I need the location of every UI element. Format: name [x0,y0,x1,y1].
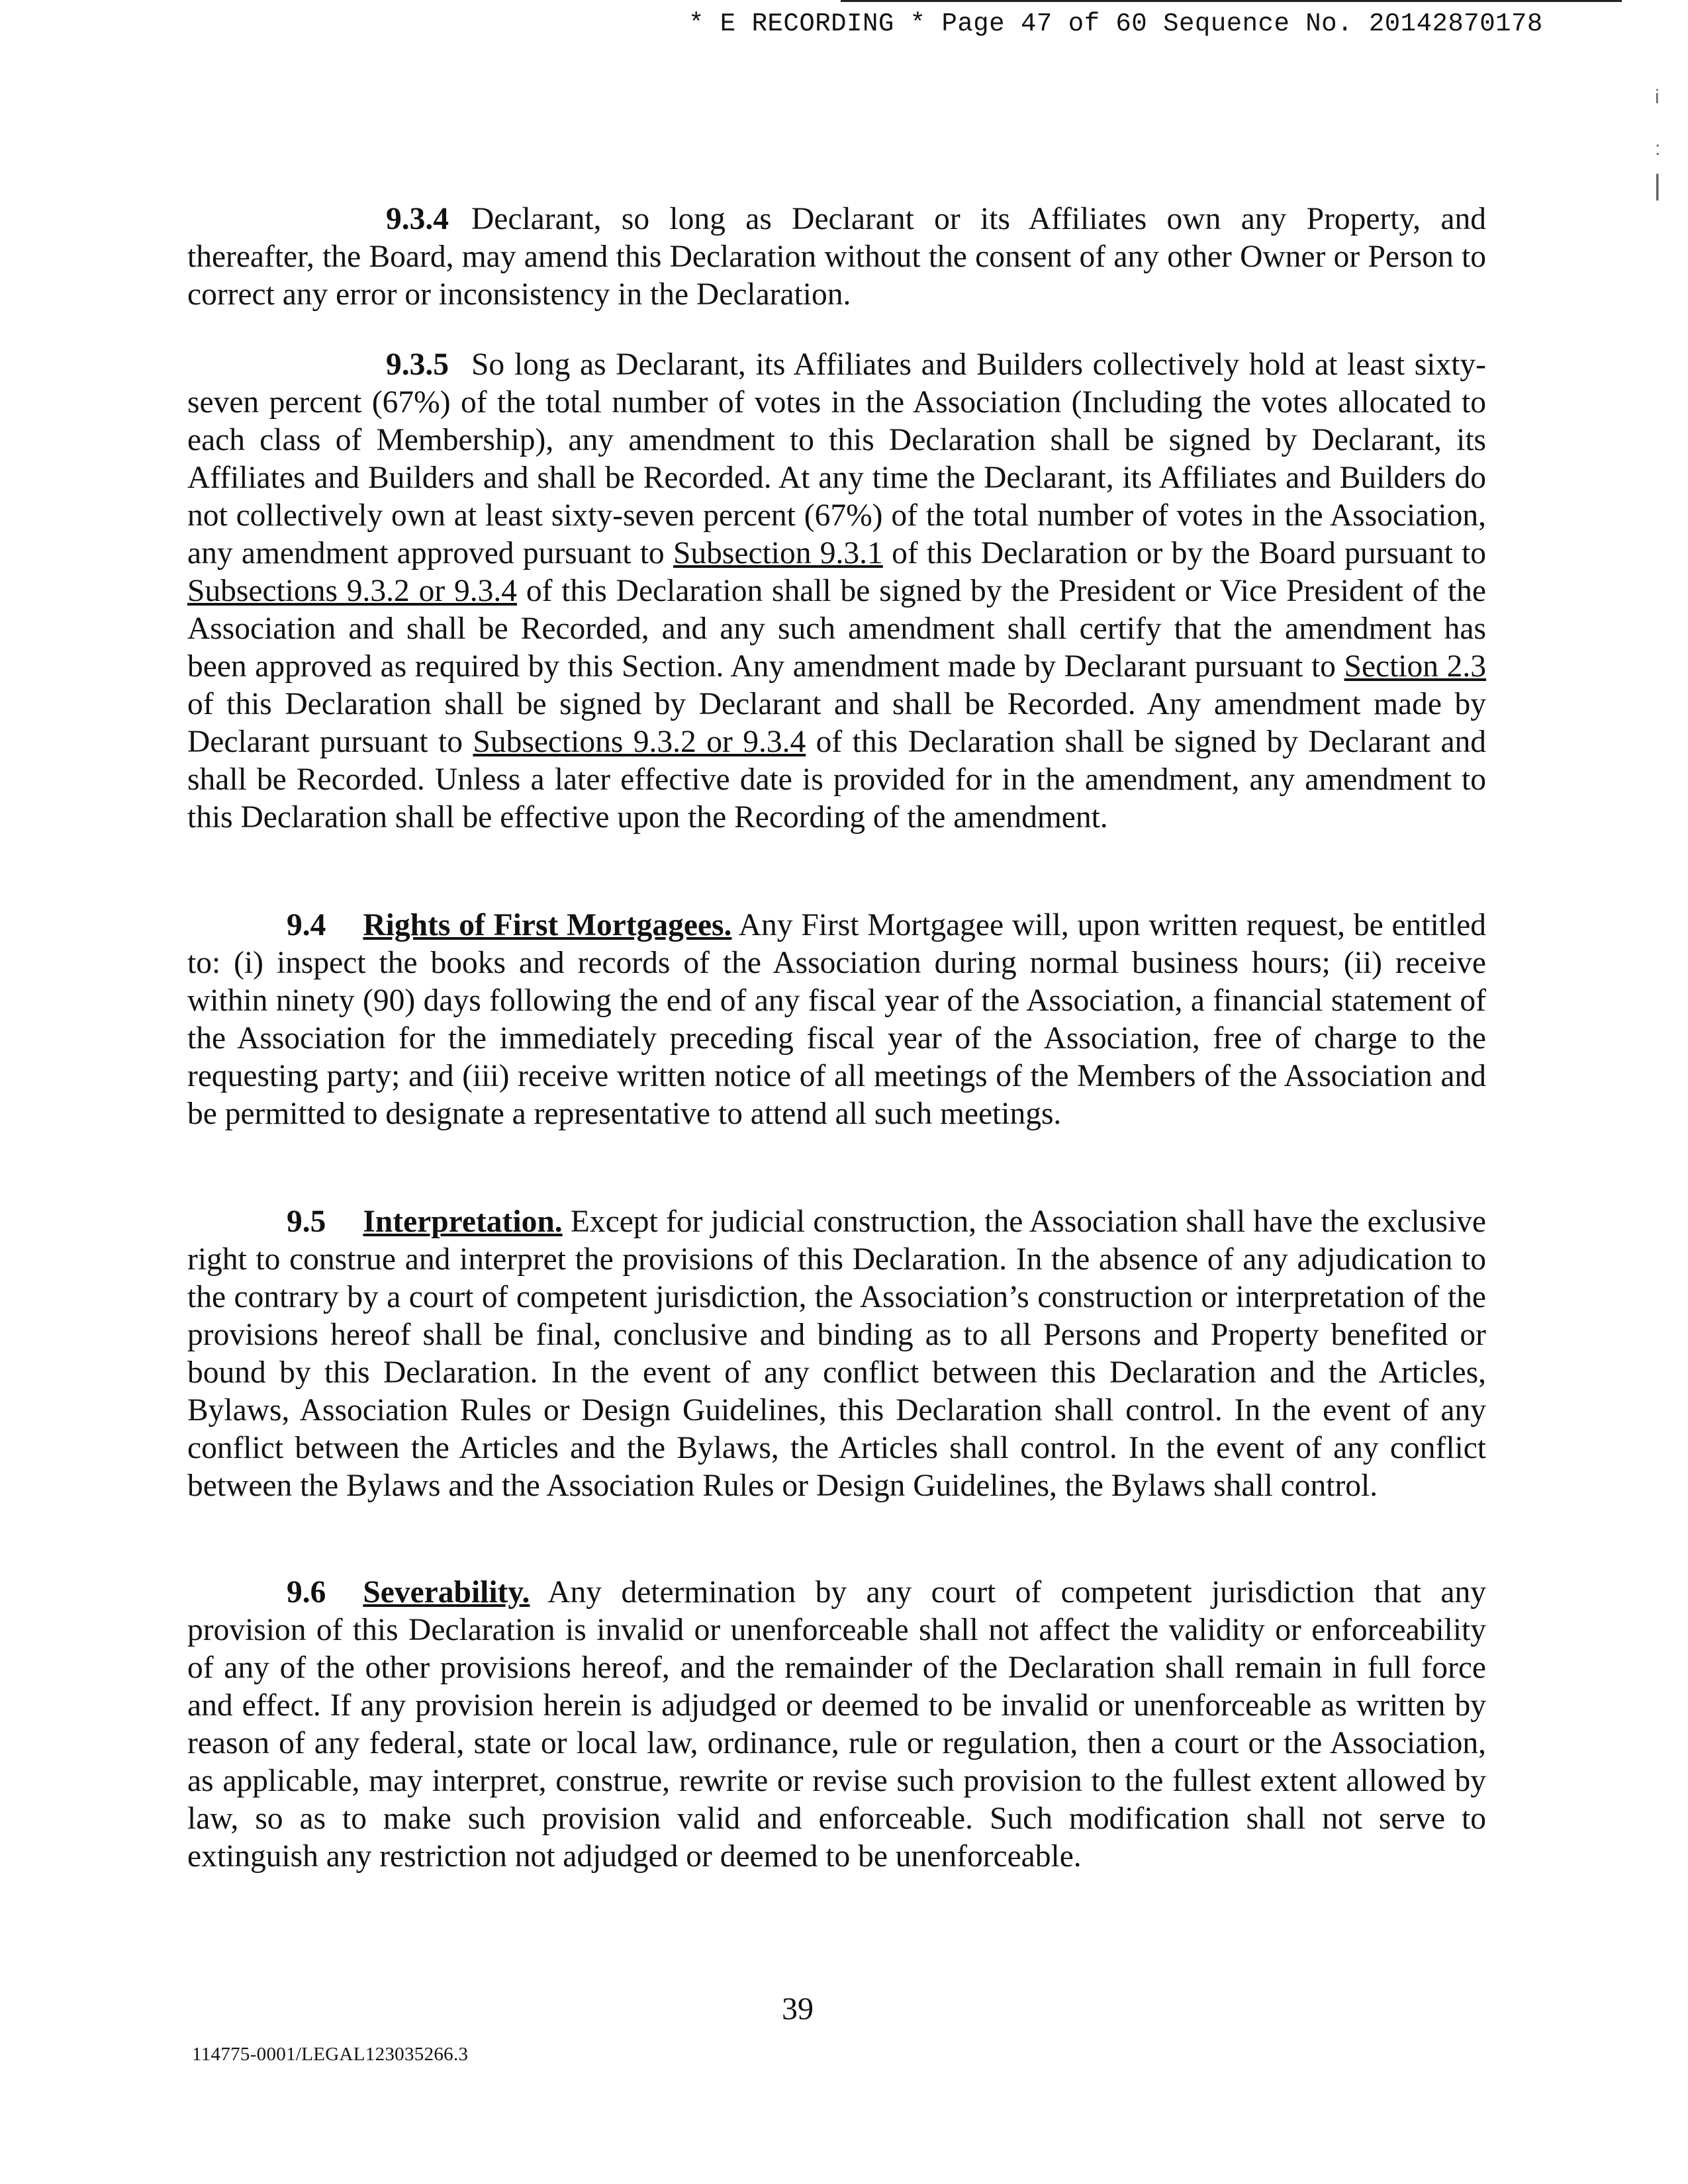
section-number: 9.5 [287,1205,326,1239]
document-id: 114775-0001/LEGAL123035266.3 [192,2044,469,2065]
margin-mark: i [1655,86,1660,108]
margin-mark: : [1655,138,1661,159]
section-number: 9.3.4 [386,202,449,236]
cross-reference: Subsection 9.3.1 [673,536,883,570]
section-number: 9.3.5 [386,347,449,382]
paragraph-9-3-4 [187,201,1486,314]
section-heading: Severability. [363,1575,530,1610]
section-9-4 [187,907,1486,1133]
paragraph-text: of this Declaration or by the Board pursuant to [892,536,1487,570]
section-9-6 [187,1574,1486,1876]
cross-reference: Subsections 9.3.2 or 9.3.4 [187,574,517,608]
recording-header: * E RECORDING * Page 47 of 60 Sequence No. 20142870178 [688,9,1543,38]
paragraph-text: Any determination by any court of competent jurisdiction that any provision of this Declaration is invalid or unenforceable shall not affect the validity or enforceability of any of the other provisions hereof, and the remainder of the Declaration shall remain in full force and effect. If any provision herein is adjudged or deemed to be invalid or unenforceable as written by reason of any federal, state or local law, ordinance, rule or regulation, then a court or the Association, as applicable, may interpret, construe, rewrite or revise such provision to the fullest extent allowed by law, so as to make such provision valid and enforceable. Such modification shall not serve to extinguish any restriction not adjudged or deemed to be unenforceable. [187,1575,1486,1874]
page-number: 39 [782,1991,814,2026]
cross-reference: Subsections 9.3.2 or 9.3.4 [473,725,806,759]
paragraph-text: Except for judicial construction, the Association shall have the exclusive right to construe and interpret the provisions of this Declaration. In the absence of any adjudication to the contrary by a court of competent jurisdiction, the Association’s construction or interpretation of the provisions hereof shall be final, conclusive and binding as to all Persons and Property benefited or bound by this Declaration. In the event of any conflict between this Declaration and the Articles, Bylaws, Association Rules or Design Guidelines, this Declaration shall control. In the event of any conflict between the Articles and the Bylaws, the Articles shall control. In the event of any conflict between the Bylaws and the Association Rules or Design Guidelines, the Bylaws shall control. [187,1205,1486,1503]
margin-mark: | [1654,169,1662,201]
section-number: 9.4 [287,908,326,942]
paragraph-text: of this Declaration shall be signed by Declarant and shall be Recorded. Unless a later effective date is provided for in the amendment, any amendment to this Declaration shall be effective upon the Recording of the amendment. [187,725,1487,835]
paragraph-9-3-5 [187,346,1486,837]
paragraph-text: So long as Declarant, its Affiliates and Builders collectively hold at least sixty-seven percent (67%) of the total number of votes in the Association (Including the votes allocated to each class of Membership), any amendment to this Declaration shall be signed by Declarant, its Affiliates and Builders and shall be Recorded. At any time the Declarant, its Affiliates and Builders do not collectively own at least sixty-seven percent (67%) of the total number of votes in the Association, any amendment approved pursuant to [187,347,1486,570]
cross-reference: Section 2.3 [1344,649,1486,684]
paragraph-text: Any First Mortgagee will, upon written request, be entitled to: (i) inspect the books and records of the Association during normal business hours; (ii) receive within ninety (90) days following the end of any fiscal year of the Association, a financial statement of the Association for the immediately preceding fiscal year of the Association, free of charge to the requesting party; and (iii) receive written notice of all meetings of the Members of the Association and be permitted to designate a representative to attend all such meetings. [187,908,1486,1131]
section-heading: Interpretation. [363,1205,563,1239]
paragraph-text: Declarant, so long as Declarant or its Affiliates own any Property, and thereafter, the Board, may amend this Declaration without the consent of any other Owner or Person to correct any error or inconsistency in the Declaration. [187,202,1486,312]
paragraph-text: of this Declaration shall be signed by Declarant and shall be Recorded. Any amendment made by Declarant pursuant to [187,687,1486,759]
section-heading: Rights of First Mortgagees. [363,908,732,942]
section-9-5 [187,1203,1486,1505]
header-rule [841,0,1622,2]
section-number: 9.6 [287,1575,326,1610]
paragraph-text: of this Declaration shall be signed by the President or Vice President of the Association and shall be Recorded, and any such amendment shall certify that the amendment has been approved as required by this Section. Any amendment made by Declarant pursuant to [187,574,1487,684]
